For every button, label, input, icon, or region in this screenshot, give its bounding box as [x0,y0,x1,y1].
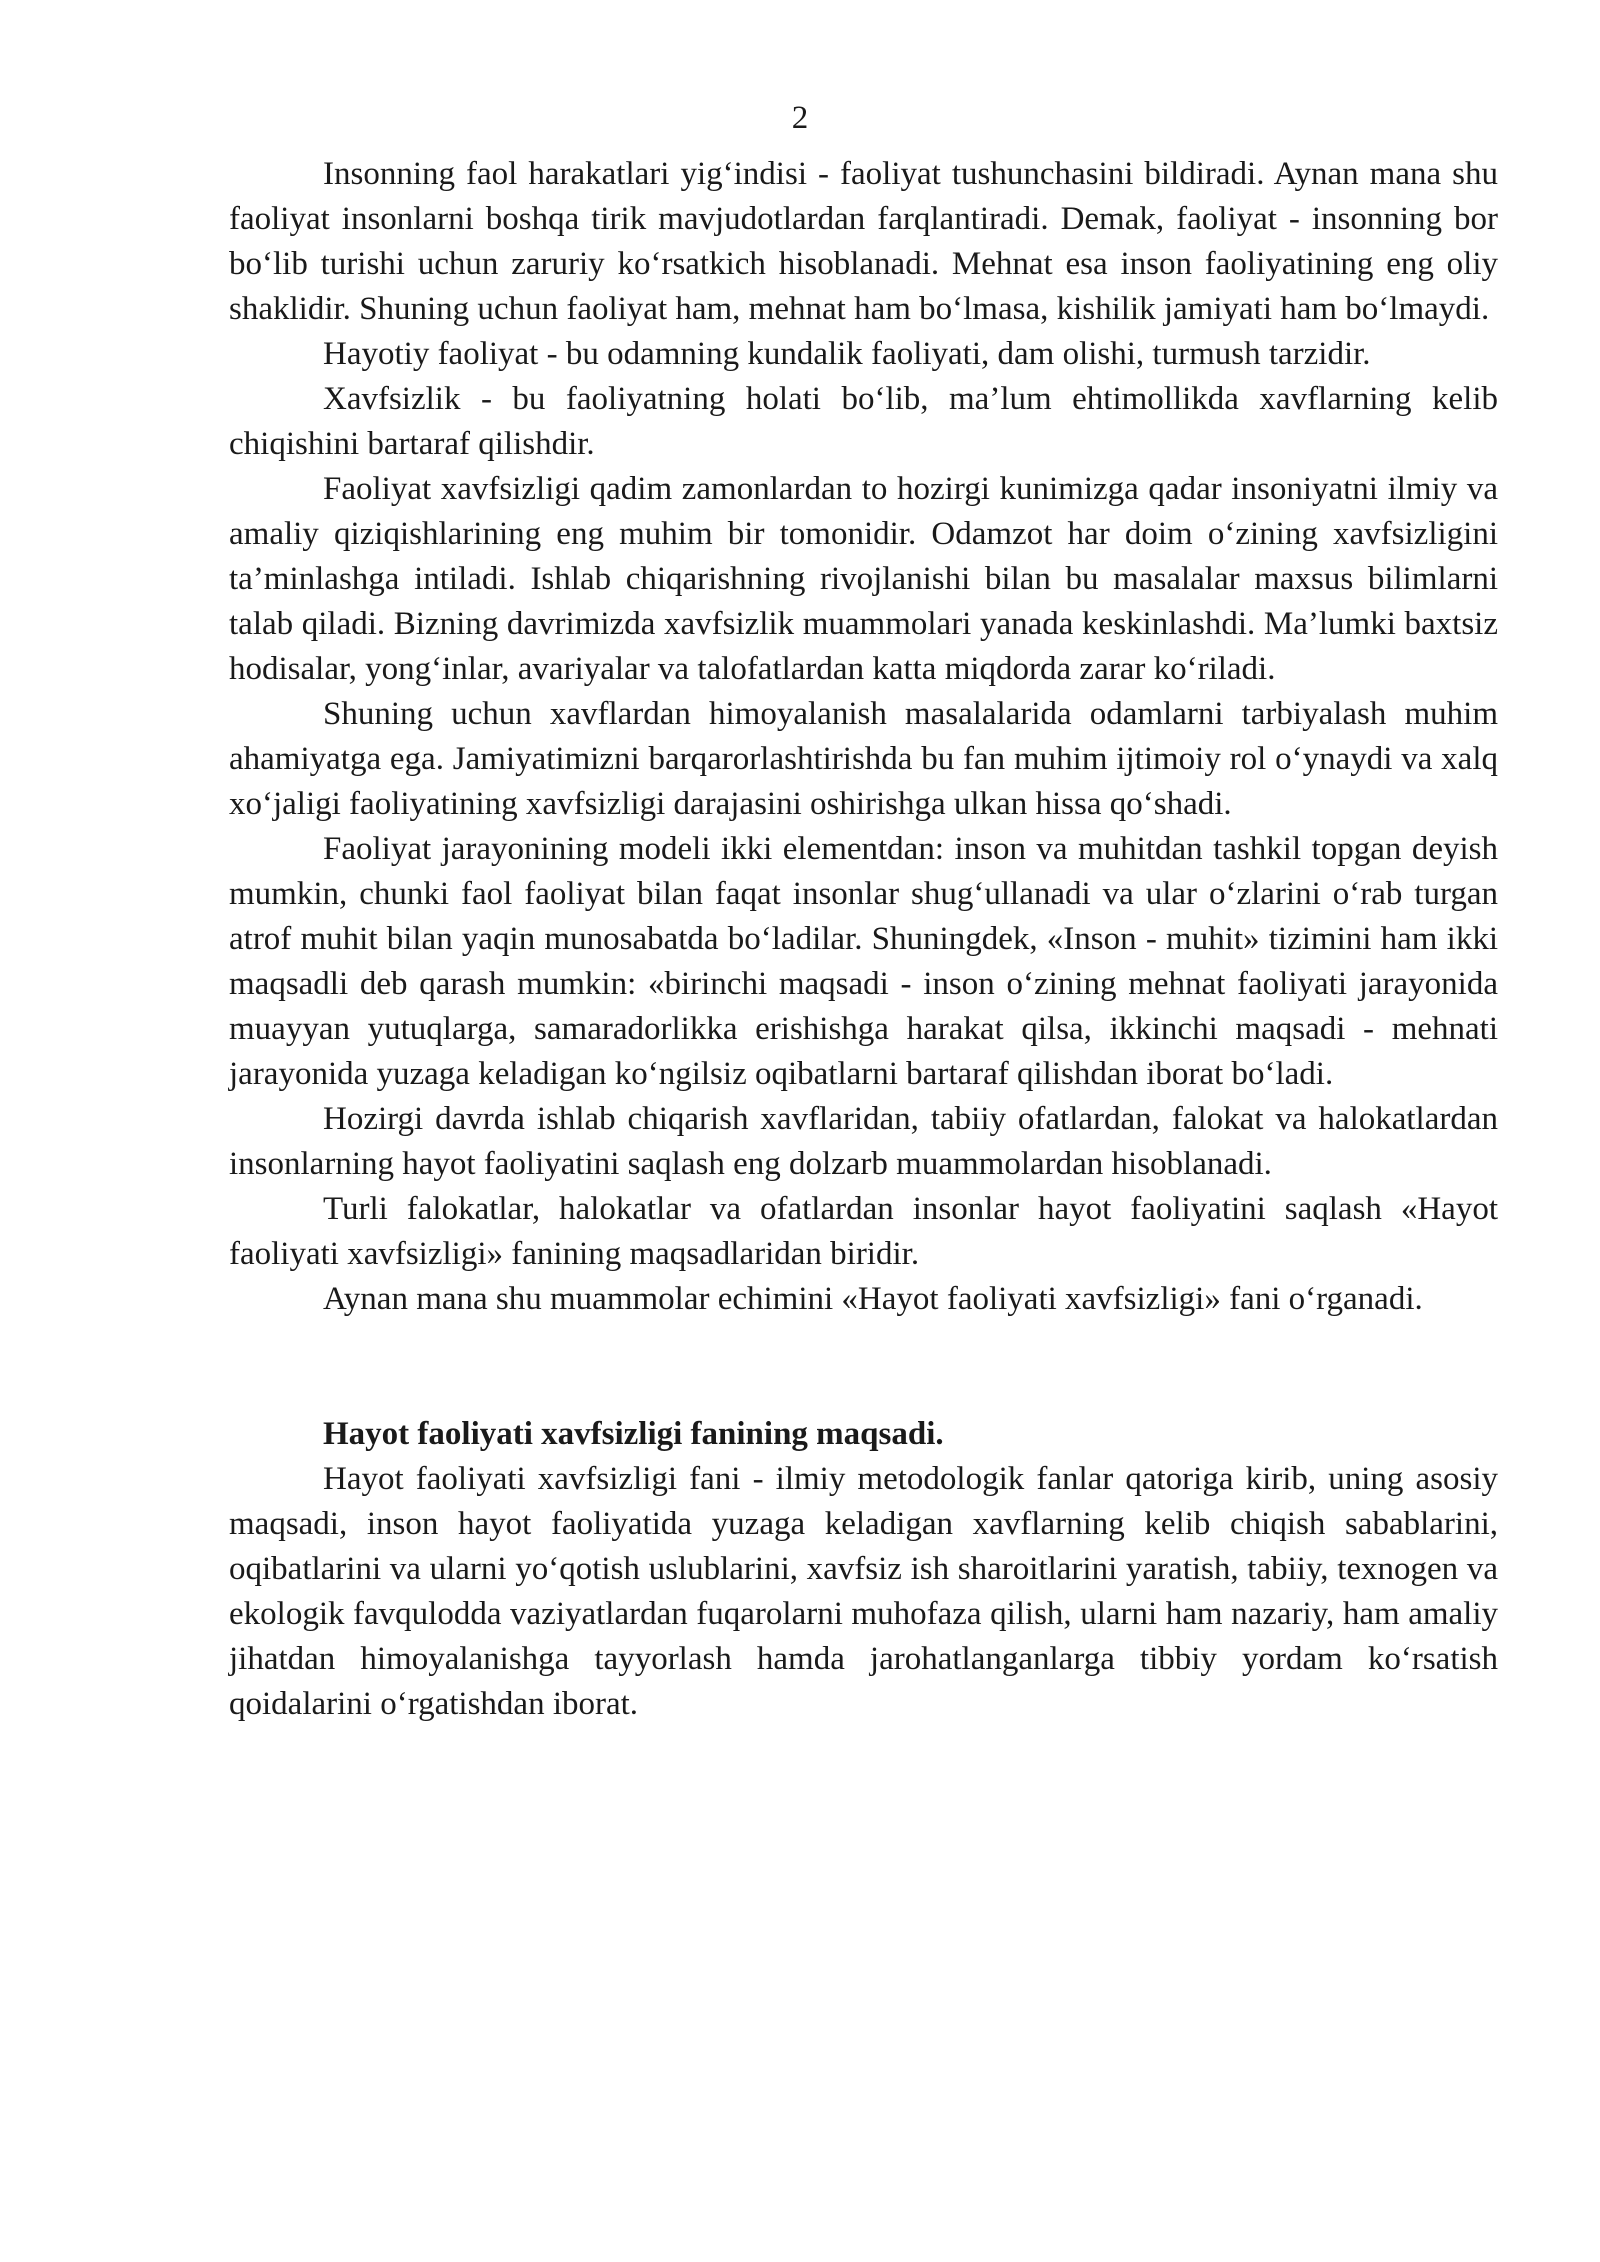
paragraph-current-hazards: Hozirgi davrda ishlab chiqarish xavflaridan, tabiiy ofatlardan, falokat va halokatlardan insonlarning hayot faoliyatini saqlash eng dolzarb muammolardan hisoblanadi. [229,1101,1498,1182]
paragraph-life-activity: Hayotiy faoliyat - bu odamning kundalik faoliyati, dam olishi, turmush tarzidir. [323,336,1371,372]
paragraph-activity: Insonning faol harakatlari yig‘indisi - faoliyat tushunchasini bildiradi. Aynan mana shu faoliyat insonlarni boshqa tirik mavjudotlardan farqlantiradi. Demak, faoliyat - insonning bor bo‘lib turishi uchun zaruriy ko‘rsatkich hisoblanadi. Mehnat esa inson faoliyatining eng oliy shaklidir. Shuning uchun faoliyat ham, mehnat ham bo‘lmasa, kishilik jamiyati ham bo‘lmaydi. [229,156,1498,327]
paragraph-section-goal: Hayot faoliyati xavfsizligi fani - ilmiy metodologik fanlar qatoriga kirib, uning asosiy maqsadi, inson hayot faoliyatida yuzaga keladigan xavflarning kelib chiqish sabablarini, oqibatlarini va ularni yo‘qotish uslublarini, xavfsiz ish sharoitlarini yaratish, tabiiy, texnogen va ekologik favqulodda vaziyatlardan fuqarolarni muhofaza qilish, ularni ham nazariy, ham amaliy jihatdan himoyalanishga tayyorlash hamda jarohatlanganlarga tibbiy yordam ko‘rsatish qoidalarini o‘rgatishdan iborat. [229,1461,1498,1722]
page-number: 2 [791,100,809,136]
paragraph-activity-safety: Faoliyat xavfsizligi qadim zamonlardan to hozirgi kunimizga qadar insoniyatni ilmiy va amaliy qiziqishlarining eng muhim bir tomonidir. Odamzot har doim o‘zining xavfsizligini ta’minlashga intiladi. Ishlab chiqarishning rivojlanishi bilan bu masalalar maxsus bilimlarni talab qiladi. Bizning davrimizda xavfsizlik muammolari yanada keskinlashdi. Ma’lumki baxtsiz hodisalar, yong‘inlar, avariyalar va talofatlardan katta miqdorda zarar ko‘riladi. [229,471,1498,687]
paragraph-activity-model: Faoliyat jarayonining modeli ikki elementdan: inson va muhitdan tashkil topgan deyish mumkin, chunki faol faoliyat bilan faqat insonlar shug‘ullanadi va ular o‘zlarini o‘rab turgan atrof muhit bilan yaqin munosabatda bo‘ladilar. Shuningdek, «Inson - muhit» tizimini ham ikki maqsadli deb qarash mumkin: «birinchi maqsadi - inson o‘zining mehnat faoliyati jarayonida muayyan yutuqlarga, samaradorlikka erishishga harakat qilsa, ikkinchi maqsadi - mehnati jarayonida yuzaga keladigan ko‘ngilsiz oqibatlarni bartaraf qilishdan iborat bo‘ladi. [229,831,1498,1092]
section-heading: Hayot faoliyati xavfsizligi fanining maqsadi. [323,1416,944,1452]
paragraph-safety-definition: Xavfsizlik - bu faoliyatning holati bo‘lib, ma’lum ehtimollikda xavflarning kelib chiqishini bartaraf qilishdir. [229,381,1498,462]
paragraph-course-goal: Turli falokatlar, halokatlar va ofatlardan insonlar hayot faoliyatini saqlash «Hayot faoliyati xavfsizligi» fanining maqsadlaridan biridir. [229,1191,1498,1272]
page-content [229,152,1498,1727]
paragraph-protection-education: Shuning uchun xavflardan himoyalanish masalalarida odamlarni tarbiyalash muhim ahamiyatga ega. Jamiyatimizni barqarorlashtirishda bu fan muhim ijtimoiy rol o‘ynaydi va xalq xo‘jaligi faoliyatining xavfsizligi darajasini oshirishga ulkan hissa qo‘shadi. [229,696,1498,822]
paragraph-course-study: Aynan mana shu muammolar echimini «Hayot faoliyati xavfsizligi» fani o‘rganadi. [323,1281,1423,1317]
